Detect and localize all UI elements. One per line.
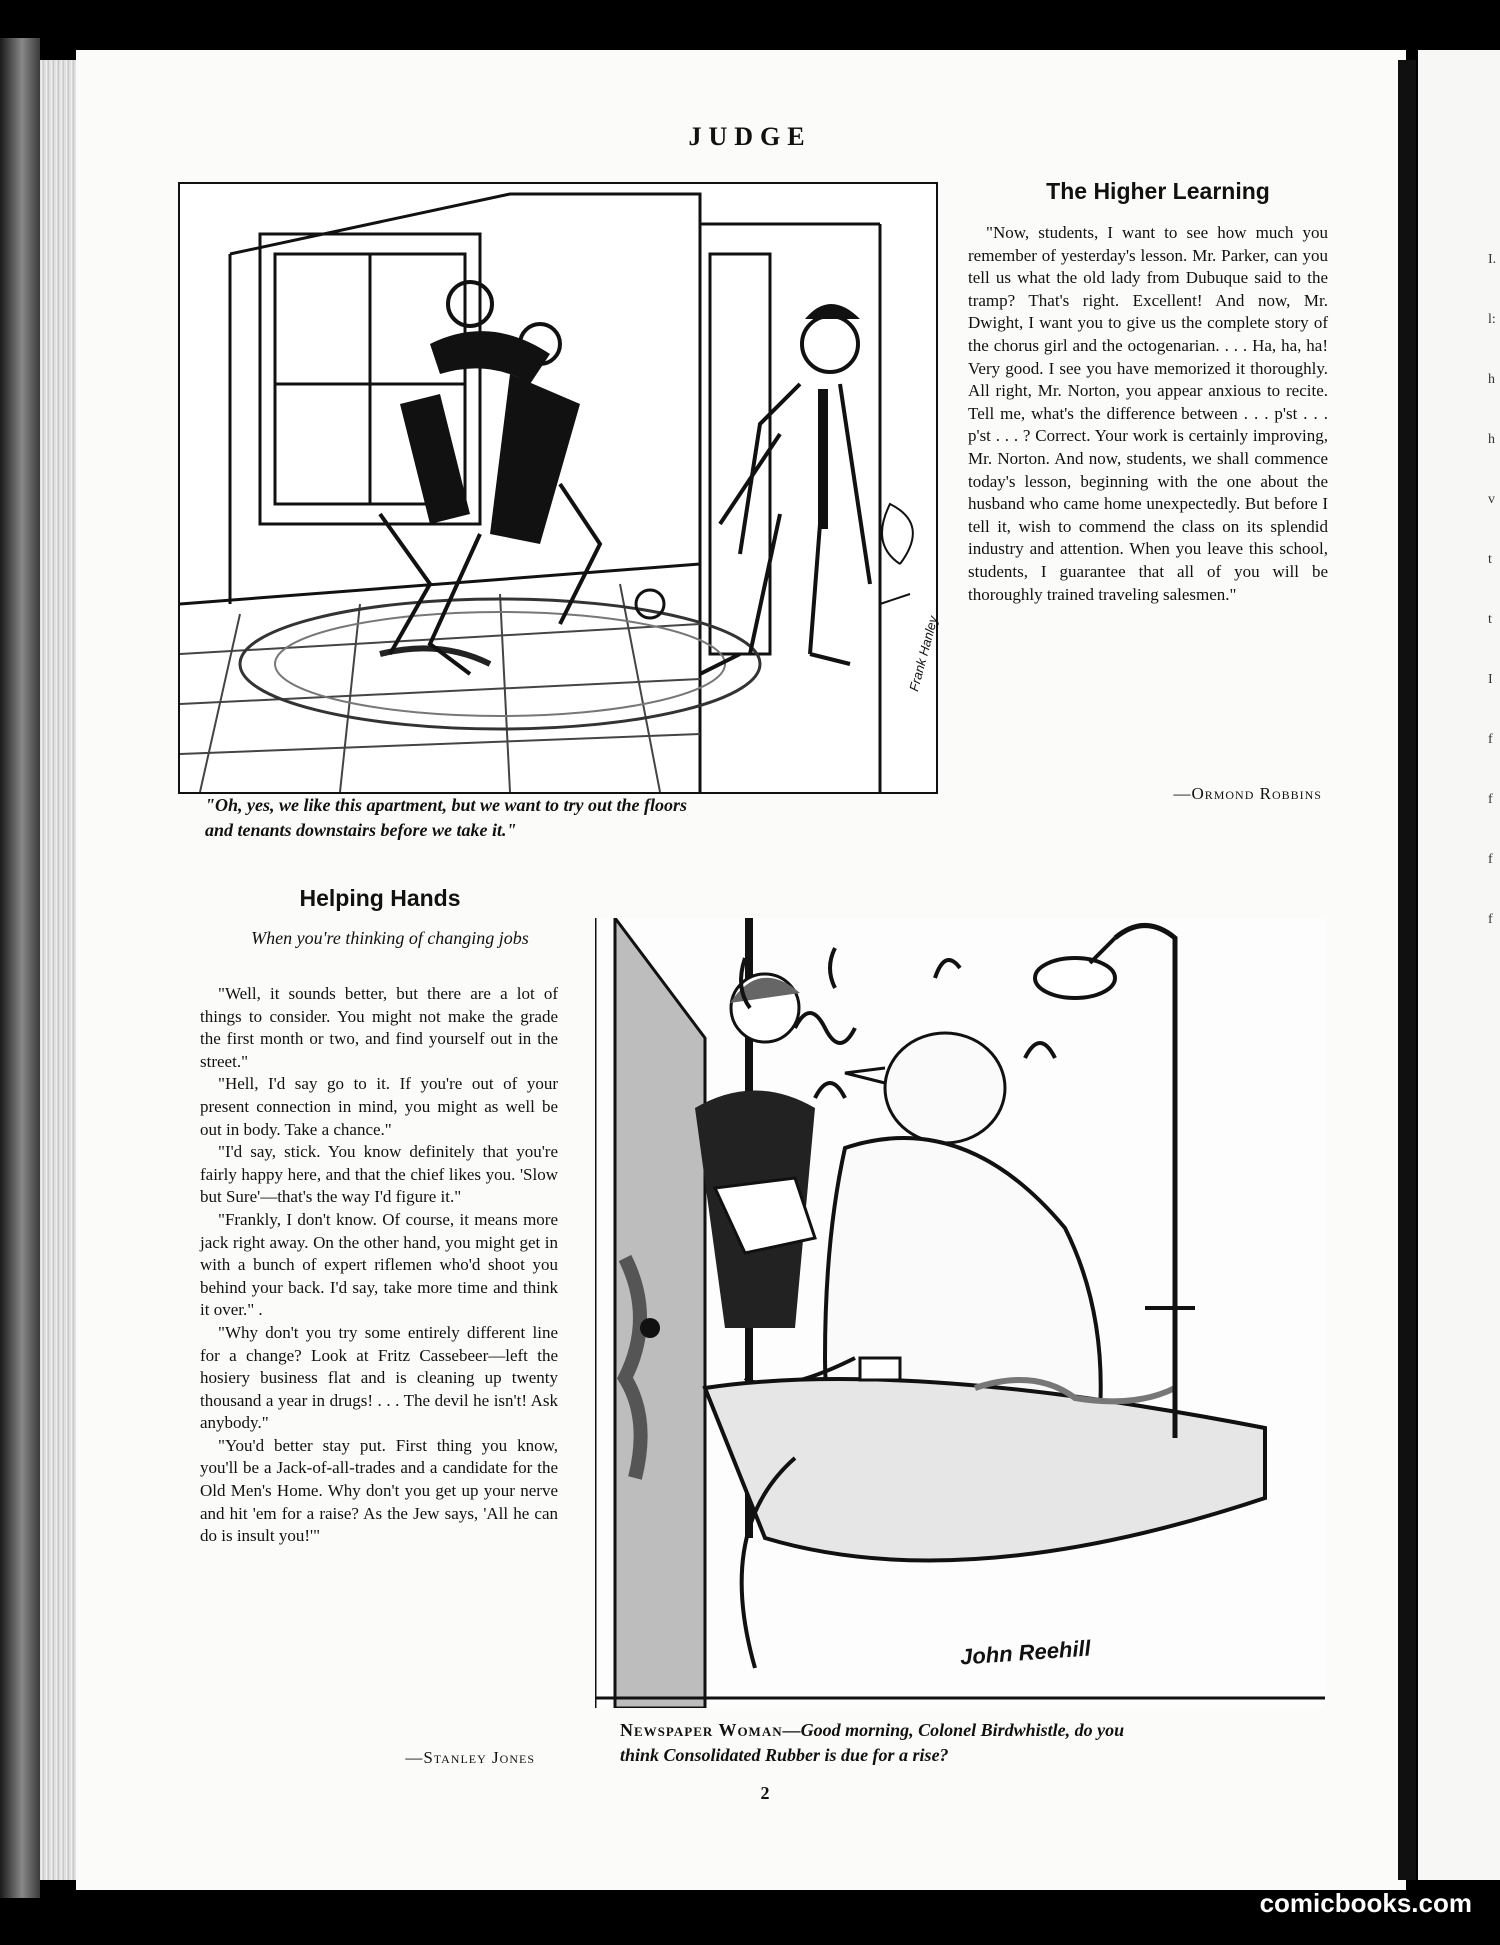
caption-speaker: Newspaper Woman bbox=[620, 1720, 783, 1740]
bottom-cartoon-signature: John Reehill bbox=[959, 1635, 1092, 1670]
top-cartoon-caption: "Oh, yes, we like this apartment, but we want to try out the floors and tenants downstairs before we take it." bbox=[205, 795, 688, 840]
book-binding bbox=[0, 38, 40, 1898]
top-cartoon-illustration bbox=[178, 182, 938, 794]
watermark: comicbooks.com bbox=[1259, 1888, 1472, 1918]
higher-learning-body: "Now, students, I want to see how much you remember of yesterday's lesson. Mr. Parker, can you tell us what the old lady from Dubuque said to the tramp? That's right. Excellent! And now, Mr. Dwight, I want you to give us the complete story of the chorus girl and the octogenarian. . . . Ha, ha, ha! Very good. I see you have memorized it thoroughly. All right, Mr. Norton, you appear anxious to recite. Tell me, what's the difference between . . . p'st . . . p'st . . . ? Correct. Your work is certainly improving, Mr. Norton. And now, students, we shall commence today's lesson, beginning with the one about the husband who came home unexpectedly. But before I tell it, wish to commend the class on its splendid industry and attention. When you leave this school, students, I guarantee that all of you will be thoroughly trained traveling salesmen." bbox=[968, 223, 1328, 604]
helping-hands-subtitle: When you're thinking of changing jobs bbox=[251, 928, 529, 948]
top-cartoon-signature: Frank Hanley bbox=[906, 614, 941, 693]
page-number: 2 bbox=[760, 1783, 770, 1803]
book-spine bbox=[1398, 60, 1416, 1880]
higher-learning-title: The Higher Learning bbox=[1046, 178, 1270, 204]
magazine-header: JUDGE bbox=[688, 122, 812, 151]
helping-hands-byline: —Stanley Jones bbox=[405, 1748, 535, 1767]
next-page-letters: I. l: h h v t t I f f f f bbox=[1488, 252, 1497, 927]
page-stack-edge bbox=[40, 60, 76, 1880]
bottom-cartoon-illustration bbox=[595, 918, 1325, 1708]
higher-learning-byline: —Ormond Robbins bbox=[1173, 784, 1322, 803]
helping-hands-title: Helping Hands bbox=[299, 885, 461, 911]
bottom-cartoon-caption: Newspaper Woman—Good morning, Colonel Birdwhistle, do you think Consolidated Rubber is due for a rise? bbox=[620, 1720, 1125, 1765]
helping-hands-body: "Well, it sounds better, but there are a lot of things to consider. You might not make the grade the first month or two, and find yourself out in the street." "Hell, I'd say go to it. If you're out of your present connection in mind, you might as well be out in body. Take a chance." "I'd say, stick. You know definitely that you're fairly happy here, and that the chief likes you. 'Slow but Sure'—that's the way I'd figure it." "Frankly, I don't know. Of course, it means more jack right away. On the other hand, you might get in with a bunch of expert riflemen who'd shoot you behind your back. I'd say, take more time and think it over." . "Why don't you try some entirely different line for a change? Look at Fritz Cassebeer—left the hosiery business flat and is cleaning up twenty thousand a year in drugs! . . . The devil he isn't! Ask anybody." "You'd better stay put. First thing you know, you'll be a Jack-of-all-trades and a candidate for the Old Men's Home. Why don't you get up your nerve and hit 'em for a raise? As the Jew says, 'All he can do is insult you!'" bbox=[200, 984, 558, 1546]
